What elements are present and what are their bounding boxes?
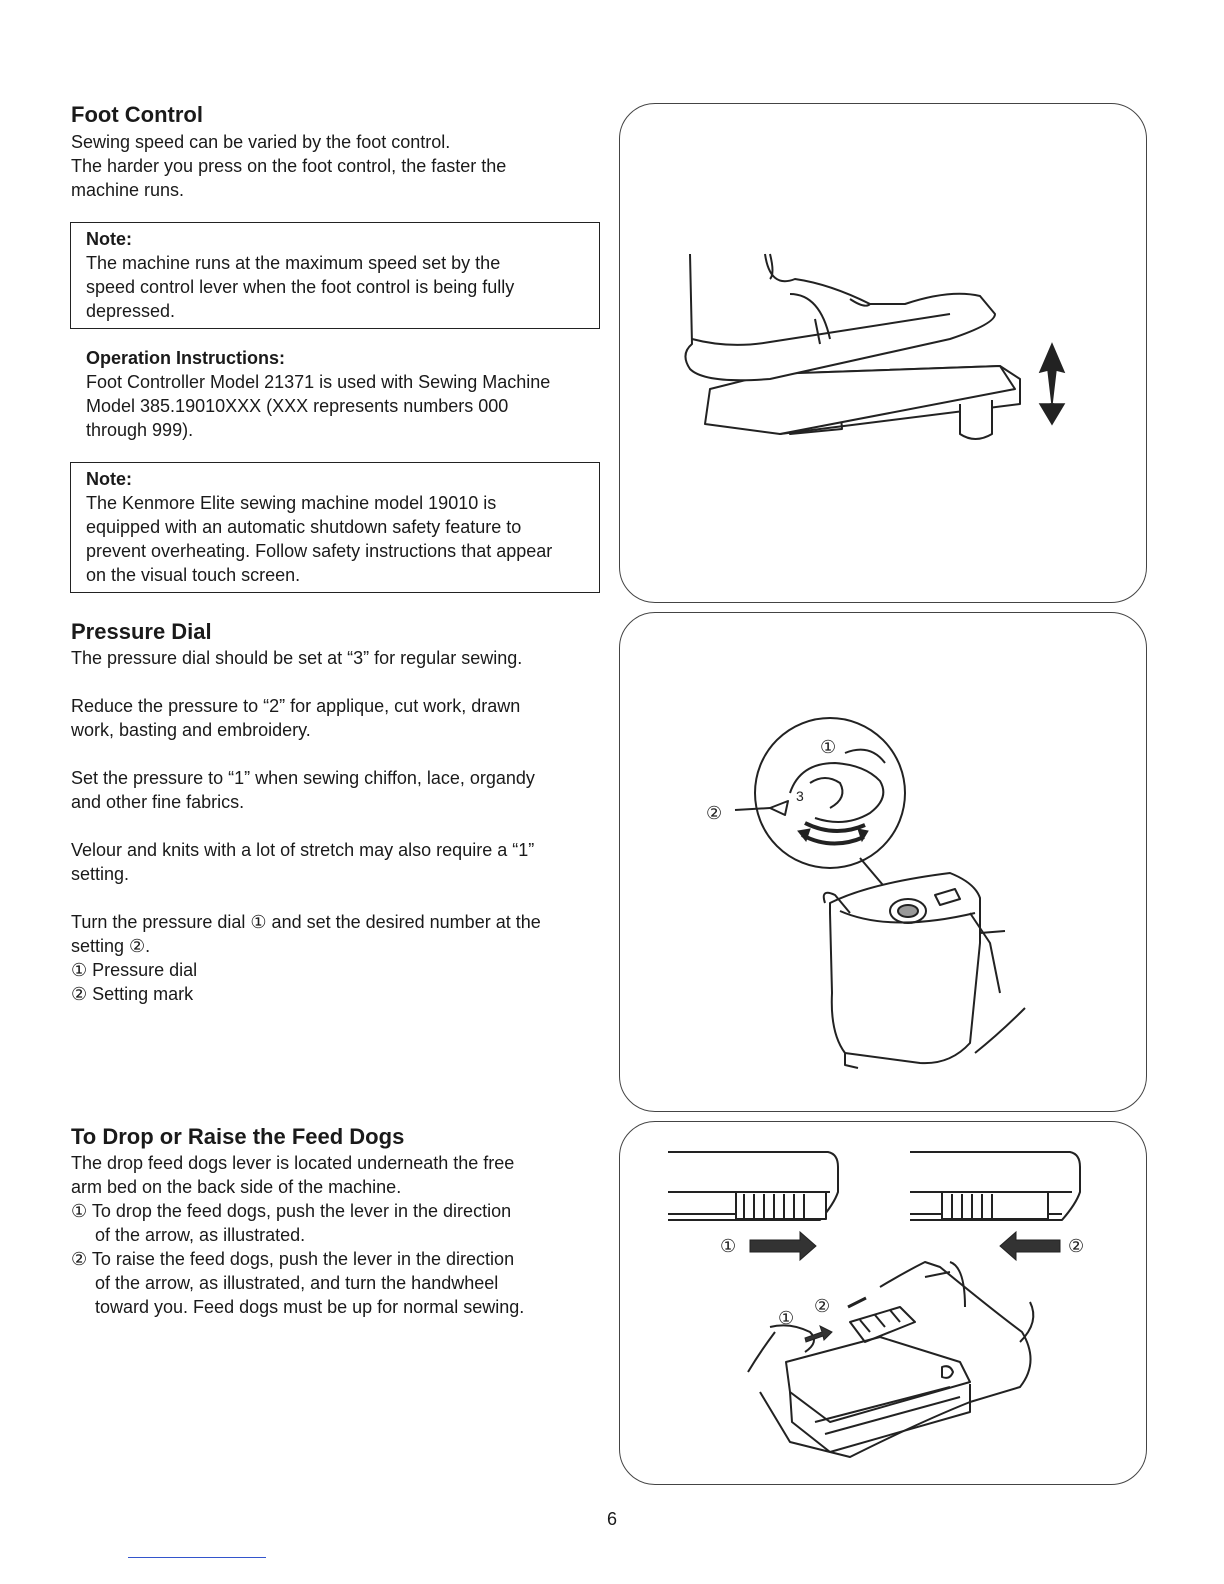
text-line: The drop feed dogs lever is located underneath the free xyxy=(71,1153,515,1173)
foot-pedal-illustration xyxy=(620,104,1148,604)
text-line: arm bed on the back side of the machine. xyxy=(71,1177,402,1197)
pressure-dial-para-3 xyxy=(71,766,611,814)
pressure-dial-para-1 xyxy=(71,646,611,670)
text-line: Sewing speed can be varied by the foot control. xyxy=(71,132,451,152)
section-title-feed-dogs: To Drop or Raise the Feed Dogs xyxy=(71,1124,405,1149)
pressure-dial-para-4 xyxy=(71,838,611,886)
page-number: 6 xyxy=(606,1509,617,1529)
callout-label-mark: ② xyxy=(706,803,723,823)
figure-foot-control xyxy=(619,103,1147,603)
callout-label-drop-small: ① xyxy=(778,1308,795,1328)
step-line: toward you. Feed dogs must be up for normal sewing. xyxy=(95,1297,525,1317)
text-line: setting. xyxy=(71,864,130,884)
footer-rule xyxy=(128,1557,266,1558)
text-line: The machine runs at the maximum speed set by the xyxy=(86,253,501,273)
callout-label-raise: ② xyxy=(1068,1236,1085,1256)
figure-pressure-dial xyxy=(619,612,1147,1112)
text-line: setting ②. xyxy=(71,936,151,956)
text-line: Foot Controller Model 21371 is used with Sewing Machine xyxy=(86,372,551,392)
text-line: The Kenmore Elite sewing machine model 19010 is xyxy=(86,493,497,513)
text-line: Velour and knits with a lot of stretch may also require a “1” xyxy=(71,840,535,860)
dial-number: 3 xyxy=(796,788,804,804)
step-line: ① To drop the feed dogs, push the lever in the direction xyxy=(71,1201,512,1221)
callout-label-dial: ① xyxy=(820,737,837,757)
text-line: Turn the pressure dial ① and set the desired number at the xyxy=(71,912,541,932)
pressure-dial-para-2 xyxy=(71,694,611,742)
text-line: prevent overheating. Follow safety instructions that appear xyxy=(86,541,553,561)
feed-dogs-intro xyxy=(71,1151,611,1199)
text-line: Reduce the pressure to “2” for applique, cut work, drawn xyxy=(71,696,521,716)
text-line: Set the pressure to “1” when sewing chiffon, lace, organdy xyxy=(71,768,535,788)
text-line: equipped with an automatic shutdown safety feature to xyxy=(86,517,522,537)
feed-dogs-step-1 xyxy=(71,1199,611,1247)
text-line: Model 385.19010XXX (XXX represents numbers 000 xyxy=(86,396,509,416)
operation-title: Operation Instructions: xyxy=(86,348,286,368)
pressure-dial-illustration xyxy=(620,613,1148,1113)
foot-control-intro xyxy=(71,130,611,202)
text-line: work, basting and embroidery. xyxy=(71,720,311,740)
text-line: The harder you press on the foot control, the faster the xyxy=(71,156,507,176)
section-title-pressure-dial: Pressure Dial xyxy=(71,619,212,644)
text-line: The pressure dial should be set at “3” for regular sewing. xyxy=(71,648,523,668)
step-line: of the arrow, as illustrated, and turn the handwheel xyxy=(95,1273,499,1293)
step-line: ② To raise the feed dogs, push the lever in the direction xyxy=(71,1249,515,1269)
text-line: on the visual touch screen. xyxy=(86,565,301,585)
section-title-foot-control: Foot Control xyxy=(71,102,203,127)
feed-dogs-illustration xyxy=(620,1122,1148,1486)
legend-item: ① Pressure dial xyxy=(71,960,198,980)
text-line: machine runs. xyxy=(71,180,185,200)
feed-dogs-step-2 xyxy=(71,1247,611,1319)
callout-label-drop: ① xyxy=(720,1236,737,1256)
legend-item: ② Setting mark xyxy=(71,984,194,1004)
note-box-speed xyxy=(70,222,600,329)
text-line: and other fine fabrics. xyxy=(71,792,245,812)
note-box-shutdown xyxy=(70,462,600,593)
text-line: speed control lever when the foot control is being fully xyxy=(86,277,515,297)
figure-feed-dogs xyxy=(619,1121,1147,1485)
pressure-dial-para-5 xyxy=(71,910,611,1006)
text-line: depressed. xyxy=(86,301,176,321)
step-line: of the arrow, as illustrated. xyxy=(95,1225,306,1245)
operation-instructions xyxy=(86,346,550,442)
note-title: Note: xyxy=(86,229,132,249)
callout-label-raise-small: ② xyxy=(814,1296,831,1316)
text-line: through 999). xyxy=(86,420,194,440)
note-title: Note: xyxy=(86,469,132,489)
